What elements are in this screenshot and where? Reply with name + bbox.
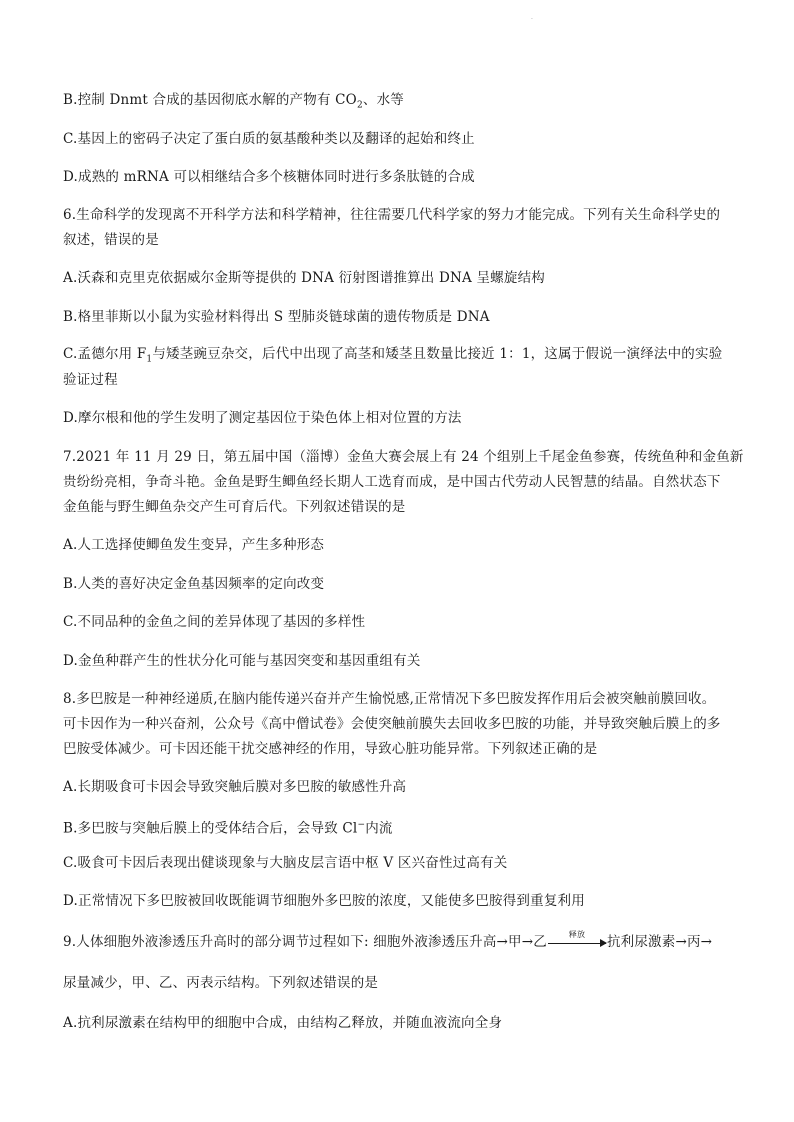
q8-option-b-superscript: − xyxy=(357,820,366,830)
q9-option-a: A.抗利尿激素在结构甲的细胞中合成，由结构乙释放，并随血液流向全身 xyxy=(63,1015,503,1031)
q6-option-c-text: C.孟德尔用 F xyxy=(63,346,147,362)
release-arrow-label: 释放 xyxy=(568,929,586,939)
q6-option-c-subscript: 1 xyxy=(146,354,153,365)
q6-stem-line2: 叙述，错误的是 xyxy=(63,232,159,248)
q9-stem-line1-tail: 抗利尿激素→丙→ xyxy=(606,934,713,950)
q8-option-b xyxy=(63,814,743,840)
q6-stem-line1: 6.生命科学的发现离不开科学方法和科学精神，往往需要几代科学家的努力才能完成。下列有关生命科学史的 xyxy=(63,207,721,223)
q8-option-b-text: B.多巴胺与突触后膜上的受体结合后，会导致 Cl xyxy=(63,820,358,837)
arrow-head-icon xyxy=(600,939,607,947)
q6-option-b: B.格里菲斯以小鼠为实验材料得出 S 型肺炎链球菌的遗传物质是 DNA xyxy=(63,309,490,325)
q5-option-d: D.成熟的 mRNA 可以相继结合多个核糖体同时进行多条肽链的合成 xyxy=(63,169,475,185)
q6-option-c-line2: 验证过程 xyxy=(63,372,118,388)
q7-option-b: B.人类的喜好决定金鱼基因频率的定向改变 xyxy=(63,576,325,592)
q6-option-a: A.沃森和克里克依据威尔金斯等提供的 DNA 衍射图谱推算出 DNA 呈螺旋结构 xyxy=(63,270,545,286)
q9-stem-line1-text: 9.人体细胞外液渗透压升高时的部分调节过程如下: 细胞外液渗透压升高→甲→乙 xyxy=(63,934,547,950)
q8-option-b-tail: 内流 xyxy=(365,820,393,837)
q5-option-c: C.基因上的密码子决定了蛋白质的氨基酸种类以及翻译的起始和终止 xyxy=(63,131,475,147)
q5-option-b xyxy=(63,89,743,117)
q8-stem-line1: 8.多巴胺是一种神经递质,在脑内能传递兴奋并产生愉悦感,正常情况下多巴胺发挥作用后会被突触前膜回收。 xyxy=(63,691,716,707)
q5-option-b-text: B.控制 Dnmt 合成的基因彻底水解的产物有 CO xyxy=(63,92,357,108)
release-arrow xyxy=(548,929,606,950)
q7-stem-line1: 7.2021 年 11 月 29 日，第五届中国（淄博）金鱼大赛会展上有 24 个组别上千尾金鱼参赛，传统鱼种和金鱼新 xyxy=(63,449,744,465)
q8-option-c: C.吸食可卡因后表现出健谈现象与大脑皮层言语中枢 V 区兴奋性过高有关 xyxy=(63,855,508,871)
q6-option-d: D.摩尔根和他的学生发明了测定基因位于染色体上相对位置的方法 xyxy=(63,410,462,426)
q9-stem-line2: 尿量减少，甲、乙、丙表示结构。下列叙述错误的是 xyxy=(63,975,379,991)
q8-option-a: A.长期吸食可卡因会导致突触后膜对多巴胺的敏感性升高 xyxy=(63,779,407,795)
q6-option-c-line1 xyxy=(63,343,743,371)
page-mark: . xyxy=(531,14,533,21)
q7-option-a: A.人工选择使鲫鱼发生变异，产生多种形态 xyxy=(63,537,325,553)
q7-option-d: D.金鱼种群产生的性状分化可能与基因突变和基因重组有关 xyxy=(63,653,421,669)
q5-option-b-tail: 、水等 xyxy=(362,92,404,108)
release-arrow-shaft xyxy=(548,943,606,944)
q8-stem-line3: 巴胺受体减少。可卡因还能干扰交感神经的作用，导致心脏功能异常。下列叙述正确的是 xyxy=(63,741,598,757)
q9-stem-line1 xyxy=(63,931,743,953)
q7-option-c: C.不同品种的金鱼之间的差异体现了基因的多样性 xyxy=(63,614,366,630)
q8-stem-line2: 可卡因作为一种兴奋剂，公众号《高中僧试卷》会使突触前膜失去回收多巴胺的功能，并导致突触后膜上的多 xyxy=(63,716,721,732)
q5-option-b-subscript: 2 xyxy=(356,100,363,111)
q7-stem-line2: 贵纷纷亮相，争奇斗艳。金鱼是野生鲫鱼经长期人工选育而成，是中国古代劳动人民智慧的结晶。自然状态下 xyxy=(63,474,721,490)
q7-stem-line3: 金鱼能与野生鲫鱼杂交产生可育后代。下列叙述错误的是 xyxy=(63,499,406,515)
q6-option-c-tail: 与矮茎豌豆杂交，后代中出现了高茎和矮茎且数量比接近 1：1，这属于假说一演绎法中的实验 xyxy=(152,346,723,362)
q8-option-d: D.正常情况下多巴胺被回收既能调节细胞外多巴胺的浓度，又能使多巴胺得到重复利用 xyxy=(63,893,585,909)
